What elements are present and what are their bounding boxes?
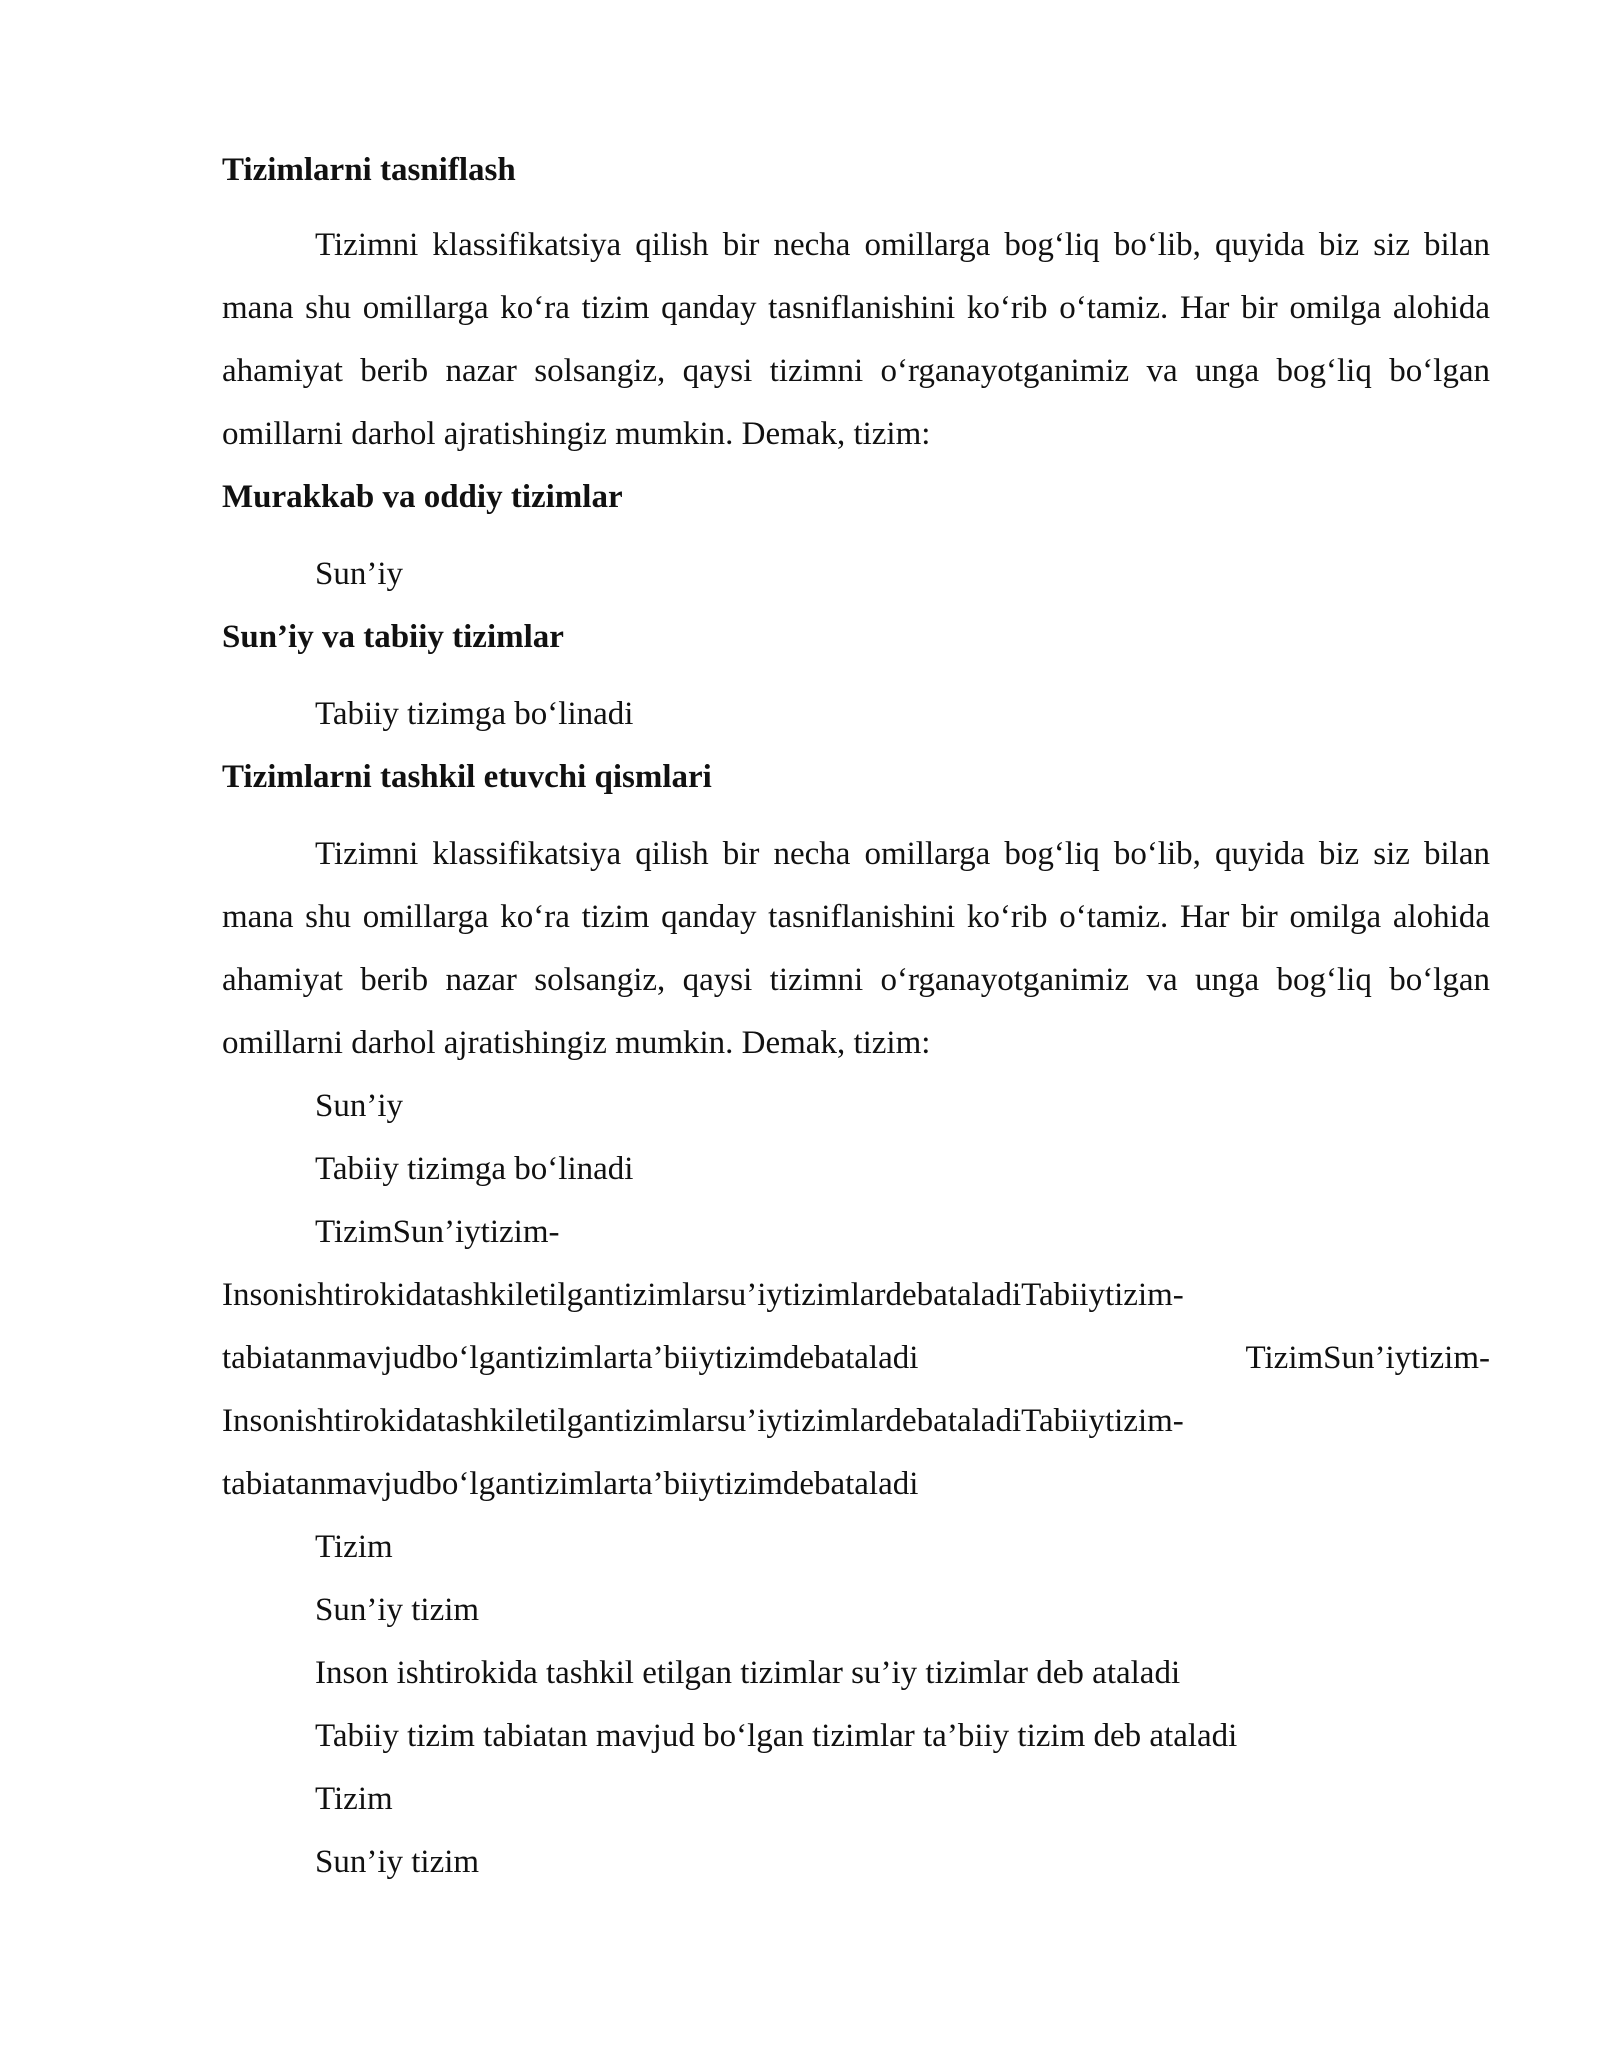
section-heading-complex-simple: Murakkab va oddiy tizimlar	[222, 479, 623, 515]
text-line: Sun’iy tizim	[315, 1844, 480, 1880]
text-line: Tizim	[315, 1529, 393, 1565]
text-line: Tabiiy tizimga bo‘linadi	[315, 696, 634, 732]
text-line: Tizim	[315, 1781, 393, 1817]
section-heading-components: Tizimlarni tashkil etuvchi qismlari	[222, 759, 712, 795]
run-on-line: Insonishtirokidatashkiletilgantizimlarsu’iytizimlardebataladiTabiiytizim-	[222, 1403, 1184, 1439]
text-line: Tabiiy tizimga bo‘linadi	[315, 1151, 634, 1187]
text-line: Sun’iy	[315, 1088, 404, 1124]
document-page	[222, 140, 1490, 1894]
text-line: Tabiiy tizim tabiatan mavjud bo‘lgan tizimlar ta’biiy tizim deb ataladi	[315, 1718, 1238, 1754]
text-line: Sun’iy tizim	[315, 1592, 480, 1628]
run-on-line: Insonishtirokidatashkiletilgantizimlarsu’iytizimlardebataladiTabiiytizim-	[222, 1277, 1184, 1313]
run-on-line-right: TizimSun’iytizim-	[1245, 1340, 1490, 1376]
run-on-text-block	[222, 1201, 1490, 1516]
text-line: Sun’iy	[315, 556, 404, 592]
components-paragraph: Tizimni klassifikatsiya qilish bir necha omillarga bog‘liq bo‘lib, quyida biz siz bilan mana shu omillarga ko‘ra tizim qanday tasniflanishini ko‘rib o‘tamiz. Har bir omilga alohida ahamiyat berib nazar solsangiz, qaysi tizimni o‘rganayotganimiz va unga bog‘liq bo‘lgan omillarni darhol ajratishingiz mumkin. Demak, tizim:	[222, 836, 1490, 1061]
section-heading-artificial-natural: Sun’iy va tabiiy tizimlar	[222, 619, 564, 655]
run-on-line: TizimSun’iytizim-	[315, 1214, 560, 1250]
run-on-line-left: tabiatanmavjudbo‘lgantizimlarta’biiytizimdebataladi	[222, 1340, 919, 1376]
section-heading-classification: Tizimlarni tasniflash	[222, 152, 516, 188]
run-on-line: tabiatanmavjudbo‘lgantizimlarta’biiytizimdebataladi	[222, 1466, 919, 1502]
intro-paragraph: Tizimni klassifikatsiya qilish bir necha omillarga bog‘liq bo‘lib, quyida biz siz bilan mana shu omillarga ko‘ra tizim qanday tasniflanishini ko‘rib o‘tamiz. Har bir omilga alohida ahamiyat berib nazar solsangiz, qaysi tizimni o‘rganayotganimiz va unga bog‘liq bo‘lgan omillarni darhol ajratishingiz mumkin. Demak, tizim:	[222, 227, 1490, 452]
run-on-line-split	[222, 1327, 1490, 1390]
text-line: Inson ishtirokida tashkil etilgan tizimlar su’iy tizimlar deb ataladi	[315, 1655, 1181, 1691]
